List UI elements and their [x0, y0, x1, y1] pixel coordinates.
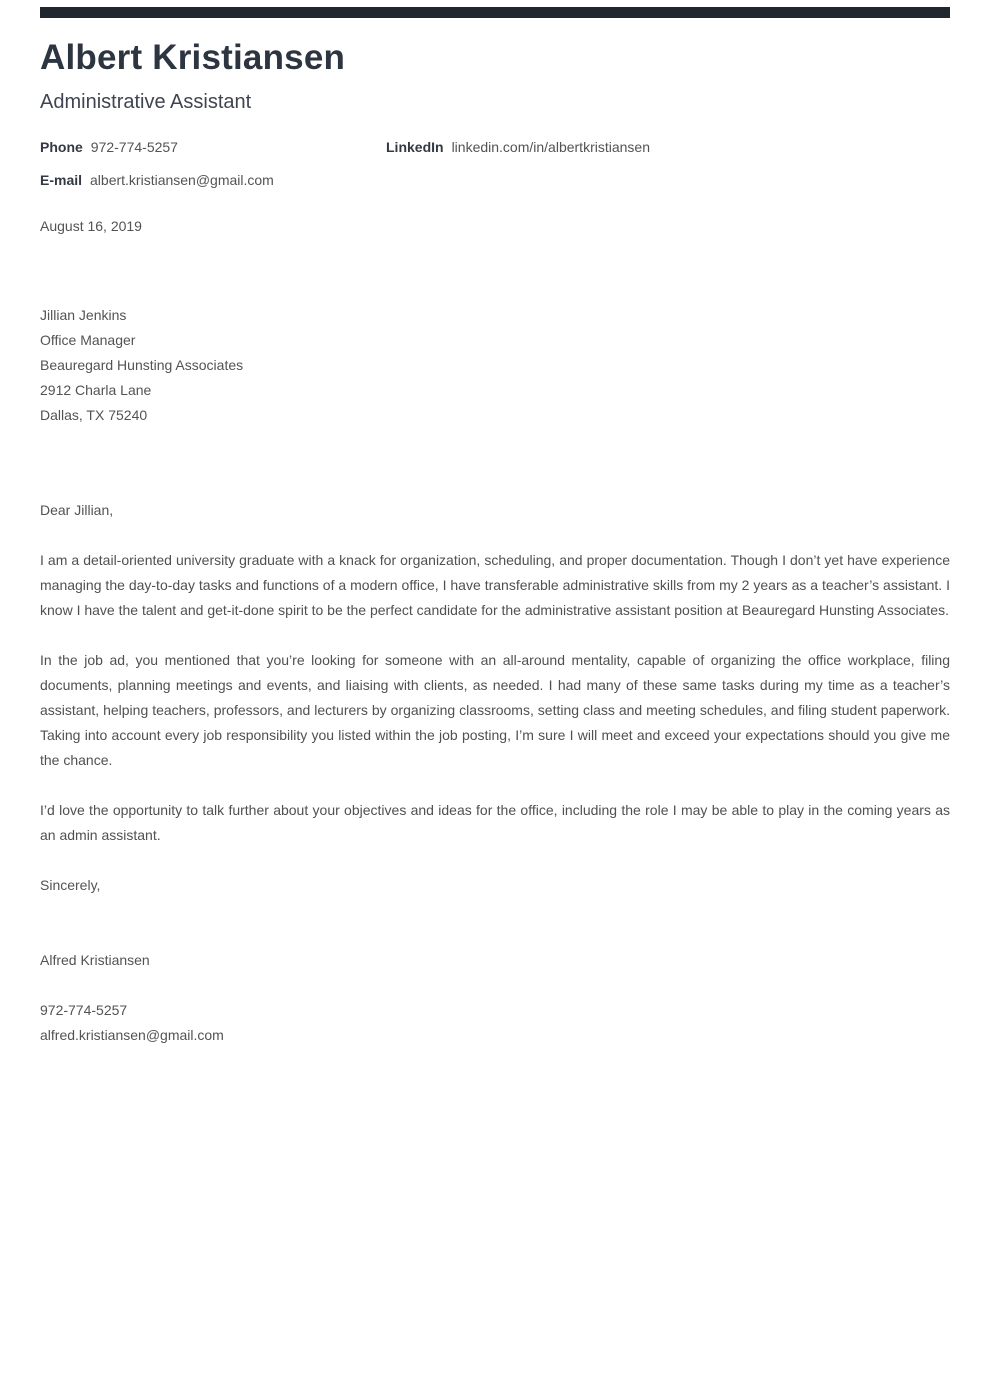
letter-date: August 16, 2019 [40, 218, 142, 234]
signature-contact [40, 998, 950, 1048]
contact-linkedin [386, 139, 950, 155]
job-title: Administrative Assistant [40, 91, 252, 113]
contact-spacer [386, 172, 950, 188]
contact-email [40, 172, 386, 188]
phone-label: Phone [40, 139, 83, 155]
body-paragraph-1: I am a detail-oriented university graduate with a knack for organization, scheduling, and proper documentation. Though I don’t yet have experience managing the day-to-day tasks and functions of a modern office, I have transferable administrative skills from my 2 years as a teacher’s assistant. I know I have the talent and get-it-done spirit to be the perfect candidate for the administrative assistant position at Beauregard Hunsting Associates. [40, 552, 950, 618]
page-title: Albert Kristiansen [40, 38, 346, 77]
body-paragraph-2: In the job ad, you mentioned that you’re looking for someone with an all-around mentality, capable of organizing the office workplace, filing documents, planning meetings and events, and liaising with clients, as needed. I had many of these same tasks during my time as a teacher’s assistant, helping teachers, professors, and lecturers by organizing classrooms, setting class and meeting schedules, and filing student paperwork. Taking into account every job responsibility you listed within the job posting, I’m sure I will meet and exceed your expectations should you give me the chance. [40, 652, 950, 768]
salutation: Dear Jillian, [40, 502, 114, 518]
recipient-company: Beauregard Hunsting Associates [40, 357, 244, 373]
recipient-name: Jillian Jenkins [40, 307, 127, 323]
closing: Sincerely, [40, 877, 101, 893]
signature-email: alfred.kristiansen@gmail.com [40, 1027, 224, 1043]
recipient-street: 2912 Charla Lane [40, 382, 152, 398]
body-paragraph-3: I’d love the opportunity to talk further about your objectives and ideas for the office, including the role I may be able to play in the coming years as an admin assistant. [40, 802, 950, 843]
contact-phone [40, 139, 386, 155]
recipient-role: Office Manager [40, 332, 136, 348]
recipient-city: Dallas, TX 75240 [40, 407, 148, 423]
letter-content [0, 39, 990, 1048]
signature-name: Alfred Kristiansen [40, 952, 150, 968]
email-value: albert.kristiansen@gmail.com [90, 172, 274, 188]
email-label: E-mail [40, 172, 83, 188]
accent-bar [40, 7, 950, 18]
contact-details [40, 139, 950, 188]
phone-value: 972-774-5257 [90, 139, 178, 155]
linkedin-value: linkedin.com/in/albertkristiansen [451, 139, 650, 155]
linkedin-label: LinkedIn [386, 139, 444, 155]
recipient-address [40, 303, 950, 428]
signature-phone: 972-774-5257 [40, 1002, 128, 1018]
